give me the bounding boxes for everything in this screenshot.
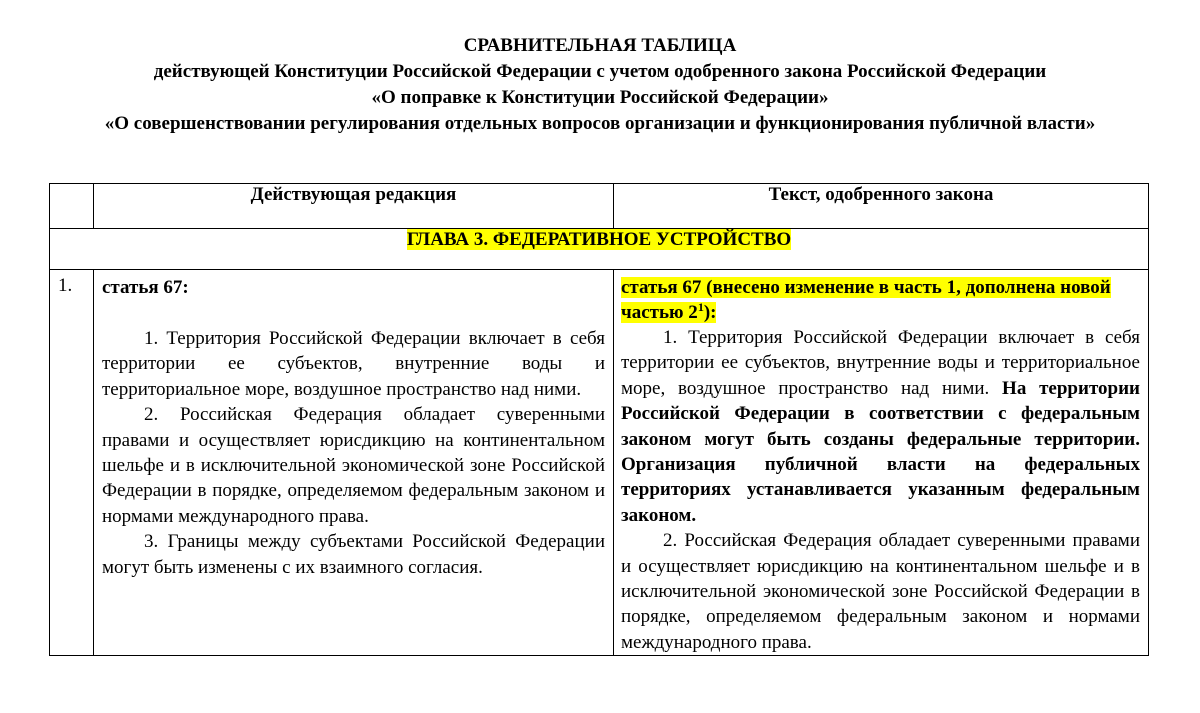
comparison-table xyxy=(49,183,1149,656)
row-number: 1. xyxy=(50,270,94,656)
header-current-edition: Действующая редакция xyxy=(94,184,614,229)
approved-paragraph-1 xyxy=(621,325,1140,528)
title-line-2: действующей Конституции Российской Федерации с учетом одобренного закона Российской Федерации xyxy=(153,61,1047,82)
approved-paragraph-2: 2. Российская Федерация обладает суверенными правами и осуществляет юрисдикцию на континентальном шельфе и в исключительной экономической зоне Российской Федерации в порядке, определяемом федеральным законом и нормами международного права. xyxy=(621,530,1140,653)
approved-paragraph-1-regular: 1. Территория Российской Федерации включает в себя территории ее субъектов, внутренние воды и территориальное море, воздушное пространство над ними. xyxy=(621,327,1140,399)
chapter-cell xyxy=(50,229,1149,270)
current-paragraph-2: 2. Российская Федерация обладает суверенными правами и осуществляет юрисдикцию на континентальном шельфе и в исключительной экономической зоне Российской Федерации в порядке, определяемом федеральным законом и нормами международного права. xyxy=(102,404,605,527)
article-heading-approved xyxy=(621,275,1140,325)
table-row xyxy=(50,270,1149,656)
header-approved-text: Текст, одобренного закона xyxy=(614,184,1149,229)
chapter-row xyxy=(50,229,1149,270)
header-number-cell xyxy=(50,184,94,229)
document-title xyxy=(40,33,1160,137)
current-paragraph-1: 1. Территория Российской Федерации включает в себя территории ее субъектов, внутренние воды и территориальное море, воздушное пространство над ними. xyxy=(102,328,605,400)
approved-text-cell xyxy=(614,270,1149,656)
title-line-4: «О совершенствовании регулирования отдельных вопросов организации и функционирования публичной власти» xyxy=(104,113,1096,134)
current-paragraph-3: 3. Границы между субъектами Российской Федерации могут быть изменены с их взаимного согласия. xyxy=(102,531,605,578)
article-heading-approved-sup: 1 xyxy=(697,300,704,314)
approved-paragraph-1-amendment: На территории Российской Федерации в соответствии с федеральным законом могут быть созданы федеральные территории. Организация публичной власти на федеральных территориях устанавливается указанным федеральным законом. xyxy=(621,377,1140,526)
title-line-1: СРАВНИТЕЛЬНАЯ ТАБЛИЦА xyxy=(463,35,737,56)
chapter-title: ГЛАВА 3. ФЕДЕРАТИВНОЕ УСТРОЙСТВО xyxy=(406,229,792,250)
article-heading-approved-end: ): xyxy=(703,302,717,323)
article-heading-current: статья 67: xyxy=(102,277,189,298)
current-edition-cell xyxy=(94,270,614,656)
table-header-row xyxy=(50,184,1149,229)
title-line-3: «О поправке к Конституции Российской Федерации» xyxy=(371,87,829,108)
article-heading-approved-main: статья 67 (внесено изменение в часть 1, дополнена новой частью 2 xyxy=(621,277,1111,323)
